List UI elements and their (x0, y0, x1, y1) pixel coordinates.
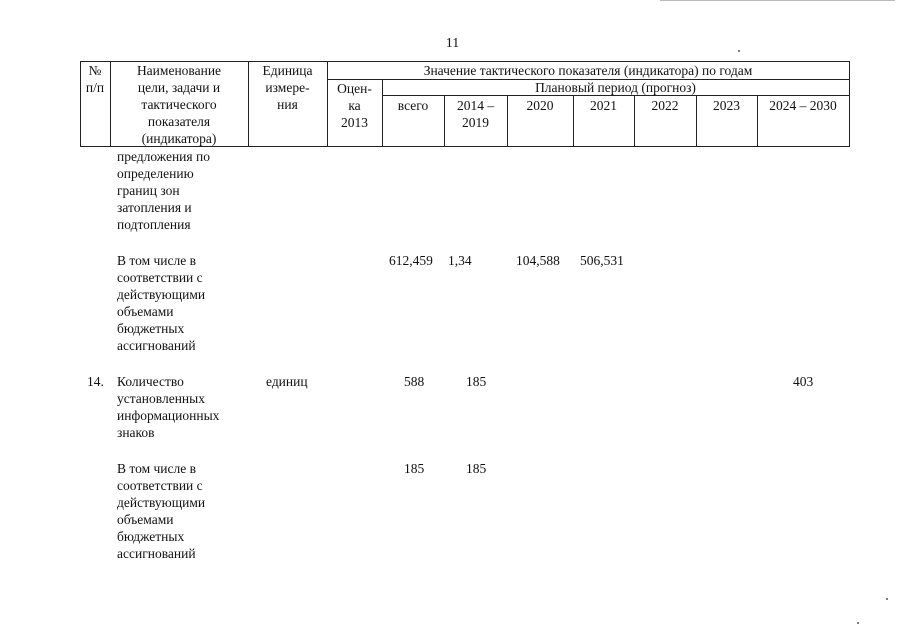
header-plan-title: Плановый период (прогноз) (535, 80, 696, 95)
row-2014-2019: 185 (466, 461, 487, 476)
row-name: Количество установленных информационных знаков (117, 374, 220, 440)
header-unit: Единица измере- ния (262, 63, 313, 112)
row-2014-2019: 1,34 (448, 253, 472, 268)
row-number: 14. (87, 374, 104, 389)
header-total: всего (397, 98, 429, 113)
scan-edge-mark (660, 0, 895, 1)
header-2014-2019: 2014 – 2019 (456, 98, 495, 130)
row-total: 185 (404, 461, 425, 476)
header-2024-2030: 2024 – 2030 (769, 98, 837, 113)
row-name: предложения по определению границ зон затопления и подтопления (117, 149, 210, 232)
row-2021: 506,531 (580, 253, 624, 268)
header-2021: 2021 (590, 98, 617, 113)
scan-speck (738, 50, 740, 52)
header-estimate: Оцен- ка 2013 (337, 81, 372, 130)
page-number: 11 (445, 36, 460, 51)
scan-speck (857, 622, 859, 624)
header-2020: 2020 (526, 98, 554, 113)
row-unit: единиц (266, 374, 308, 389)
row-name: В том числе в соответствии с действующими объемами бюджетных ассигнований (117, 461, 206, 561)
header-2023: 2023 (713, 98, 740, 113)
header-number: № п/п (85, 63, 105, 95)
header-group-title: Значение тактического показателя (индикатора) по годам (423, 63, 753, 78)
row-total: 612,459 (389, 253, 433, 268)
row-2014-2019: 185 (466, 374, 487, 389)
row-2020: 104,588 (516, 253, 560, 268)
row-total: 588 (404, 374, 425, 389)
row-name: В том числе в соответствии с действующими объемами бюджетных ассигнований (117, 253, 206, 353)
row-2024-2030: 403 (793, 374, 814, 389)
header-2022: 2022 (651, 98, 679, 113)
scan-speck (886, 598, 888, 600)
header-name: Наименование цели, задачи и тактического показателя (индикатора) (136, 63, 222, 146)
